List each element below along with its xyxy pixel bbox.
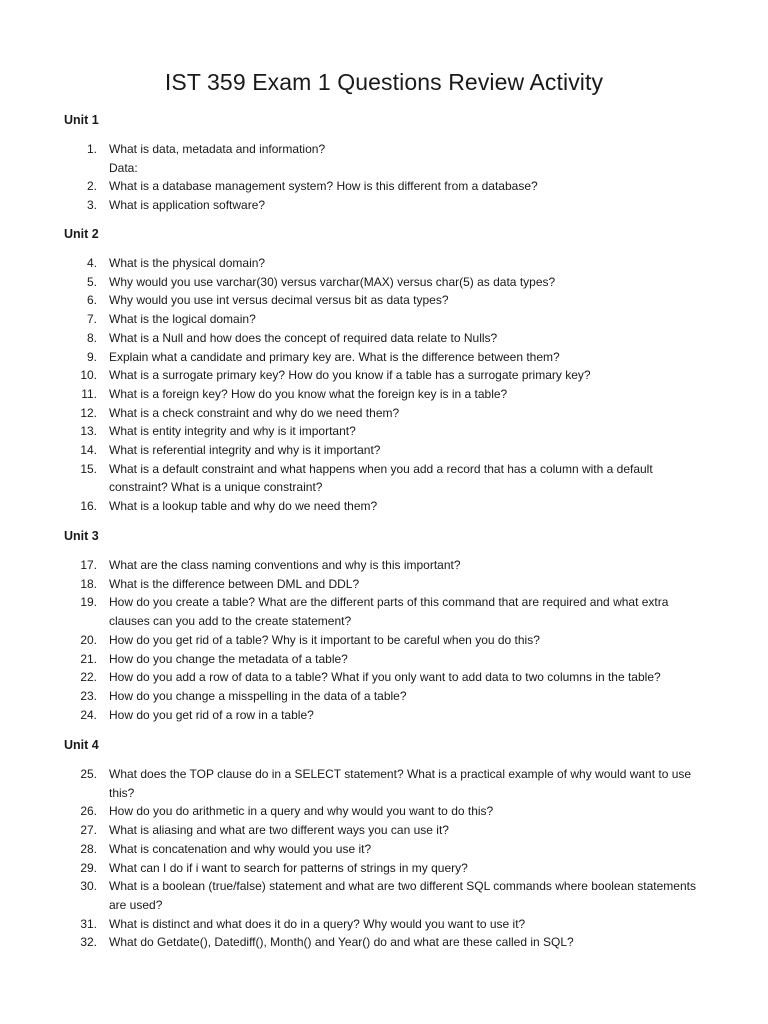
- question-list: [64, 765, 709, 952]
- question-number: 19.: [80, 595, 97, 610]
- question-item: [64, 593, 709, 630]
- question-item: [64, 933, 709, 952]
- question-item: [64, 140, 709, 177]
- question-text: What is a default constraint and what happens when you add a record that has a column with a default constraint? What is a unique constraint?: [109, 461, 653, 495]
- question-list: [64, 254, 709, 516]
- question-number: 28.: [80, 841, 97, 856]
- unit-section: [64, 111, 709, 215]
- question-item: [64, 329, 709, 348]
- question-item: [64, 631, 709, 650]
- question-item: [64, 802, 709, 821]
- question-number: 2.: [86, 179, 97, 194]
- question-number: 3.: [86, 198, 97, 213]
- question-item: [64, 859, 709, 878]
- question-number: 16.: [80, 499, 97, 514]
- question-number: 5.: [86, 274, 97, 289]
- question-text: What is a foreign key? How do you know what the foreign key is in a table?: [109, 386, 508, 401]
- question-number: 15.: [80, 461, 97, 476]
- question-number: 26.: [80, 804, 97, 819]
- question-text: Why would you use int versus decimal versus bit as data types?: [109, 293, 449, 308]
- question-item: [64, 915, 709, 934]
- question-text: What is distinct and what does it do in a query? Why would you want to use it?: [109, 916, 526, 931]
- question-item: [64, 687, 709, 706]
- question-text: What is a check constraint and why do we need them?: [109, 405, 400, 420]
- question-text: What can I do if i want to search for patterns of strings in my query?: [109, 860, 468, 875]
- question-number: 10.: [80, 368, 97, 383]
- question-number: 13.: [80, 424, 97, 439]
- question-item: [64, 310, 709, 329]
- question-number: 9.: [86, 349, 97, 364]
- question-subline: Data:: [109, 160, 138, 175]
- question-item: [64, 460, 709, 497]
- question-item: [64, 877, 709, 914]
- question-item: [64, 441, 709, 460]
- question-item: [64, 385, 709, 404]
- question-text: What is entity integrity and why is it important?: [109, 424, 356, 439]
- question-number: 31.: [80, 916, 97, 931]
- question-item: [64, 706, 709, 725]
- question-text: What is data, metadata and information?: [109, 142, 326, 156]
- question-number: 11.: [81, 386, 97, 401]
- question-text: What is the logical domain?: [109, 312, 256, 327]
- unit-heading: Unit 3: [64, 529, 99, 543]
- question-number: 20.: [80, 632, 97, 647]
- question-text: How do you get rid of a row in a table?: [109, 707, 314, 722]
- question-text: What are the class naming conventions and why is this important?: [109, 558, 461, 572]
- page-title: IST 359 Exam 1 Questions Review Activity: [164, 69, 604, 95]
- question-text: What is referential integrity and why is it important?: [109, 443, 381, 458]
- question-number: 29.: [80, 860, 97, 875]
- question-text: What is the physical domain?: [109, 256, 266, 270]
- question-text: What is a surrogate primary key? How do you know if a table has a surrogate primary key?: [109, 368, 591, 383]
- question-number: 17.: [80, 558, 97, 572]
- question-number: 22.: [80, 670, 97, 685]
- question-number: 24.: [80, 707, 97, 722]
- question-number: 8.: [86, 330, 97, 345]
- question-text: How do you get rid of a table? Why is it important to be careful when you do this?: [109, 632, 540, 647]
- question-number: 14.: [80, 443, 97, 458]
- unit-section: [64, 225, 709, 516]
- question-number: 1.: [86, 142, 97, 156]
- unit-section: [64, 527, 709, 724]
- question-number: 4.: [86, 256, 97, 270]
- question-item: [64, 575, 709, 594]
- question-item: [64, 254, 709, 273]
- question-text: How do you change a misspelling in the data of a table?: [109, 688, 407, 703]
- question-list: [64, 556, 709, 724]
- unit-heading: Unit 1: [64, 113, 99, 127]
- question-number: 30.: [80, 879, 97, 894]
- question-text: How do you do arithmetic in a query and why would you want to do this?: [109, 804, 494, 819]
- question-number: 7.: [86, 312, 97, 327]
- question-item: [64, 497, 709, 516]
- question-item: [64, 556, 709, 575]
- question-text: What is a database management system? How is this different from a database?: [109, 179, 538, 194]
- question-number: 18.: [80, 576, 97, 591]
- unit-heading: Unit 4: [64, 738, 99, 752]
- question-item: [64, 422, 709, 441]
- question-item: [64, 196, 709, 215]
- question-number: 6.: [86, 293, 97, 308]
- unit-section: [64, 736, 709, 952]
- question-item: [64, 404, 709, 423]
- question-item: [64, 840, 709, 859]
- question-text: What is a lookup table and why do we need them?: [109, 499, 378, 514]
- question-item: [64, 668, 709, 687]
- question-item: [64, 177, 709, 196]
- question-number: 27.: [80, 823, 97, 838]
- question-number: 25.: [80, 767, 97, 781]
- question-item: [64, 765, 709, 802]
- question-text: What is application software?: [109, 198, 266, 213]
- question-list: [64, 140, 709, 215]
- question-text: What does the TOP clause do in a SELECT statement? What is a practical example of why would want to use this?: [109, 767, 692, 800]
- question-item: [64, 366, 709, 385]
- question-item: [64, 291, 709, 310]
- question-text: How do you create a table? What are the different parts of this command that are required and what extra clauses can you add to the create statement?: [109, 595, 669, 629]
- unit-heading: Unit 2: [64, 227, 99, 241]
- question-text: How do you change the metadata of a table?: [109, 651, 348, 666]
- question-item: [64, 348, 709, 367]
- question-item: [64, 650, 709, 669]
- question-item: [64, 273, 709, 292]
- question-text: How do you add a row of data to a table? What if you only want to add data to two columns in the table?: [109, 670, 661, 685]
- question-number: 21.: [80, 651, 97, 666]
- question-item: [64, 821, 709, 840]
- question-text: Why would you use varchar(30) versus varchar(MAX) versus char(5) as data types?: [109, 274, 556, 289]
- question-text: What is a boolean (true/false) statement and what are two different SQL commands where boolean statements are used?: [109, 879, 696, 912]
- question-number: 23.: [80, 688, 97, 703]
- question-number: 12.: [80, 405, 97, 420]
- question-number: 32.: [80, 935, 97, 950]
- question-text: Explain what a candidate and primary key are. What is the difference between them?: [109, 349, 560, 364]
- question-text: What do Getdate(), Datediff(), Month() and Year() do and what are these called in SQL?: [109, 935, 574, 950]
- question-text: What is a Null and how does the concept of required data relate to Nulls?: [109, 330, 498, 345]
- question-text: What is concatenation and why would you use it?: [109, 841, 372, 856]
- question-text: What is aliasing and what are two different ways you can use it?: [109, 823, 449, 838]
- question-text: What is the difference between DML and DDL?: [109, 576, 360, 591]
